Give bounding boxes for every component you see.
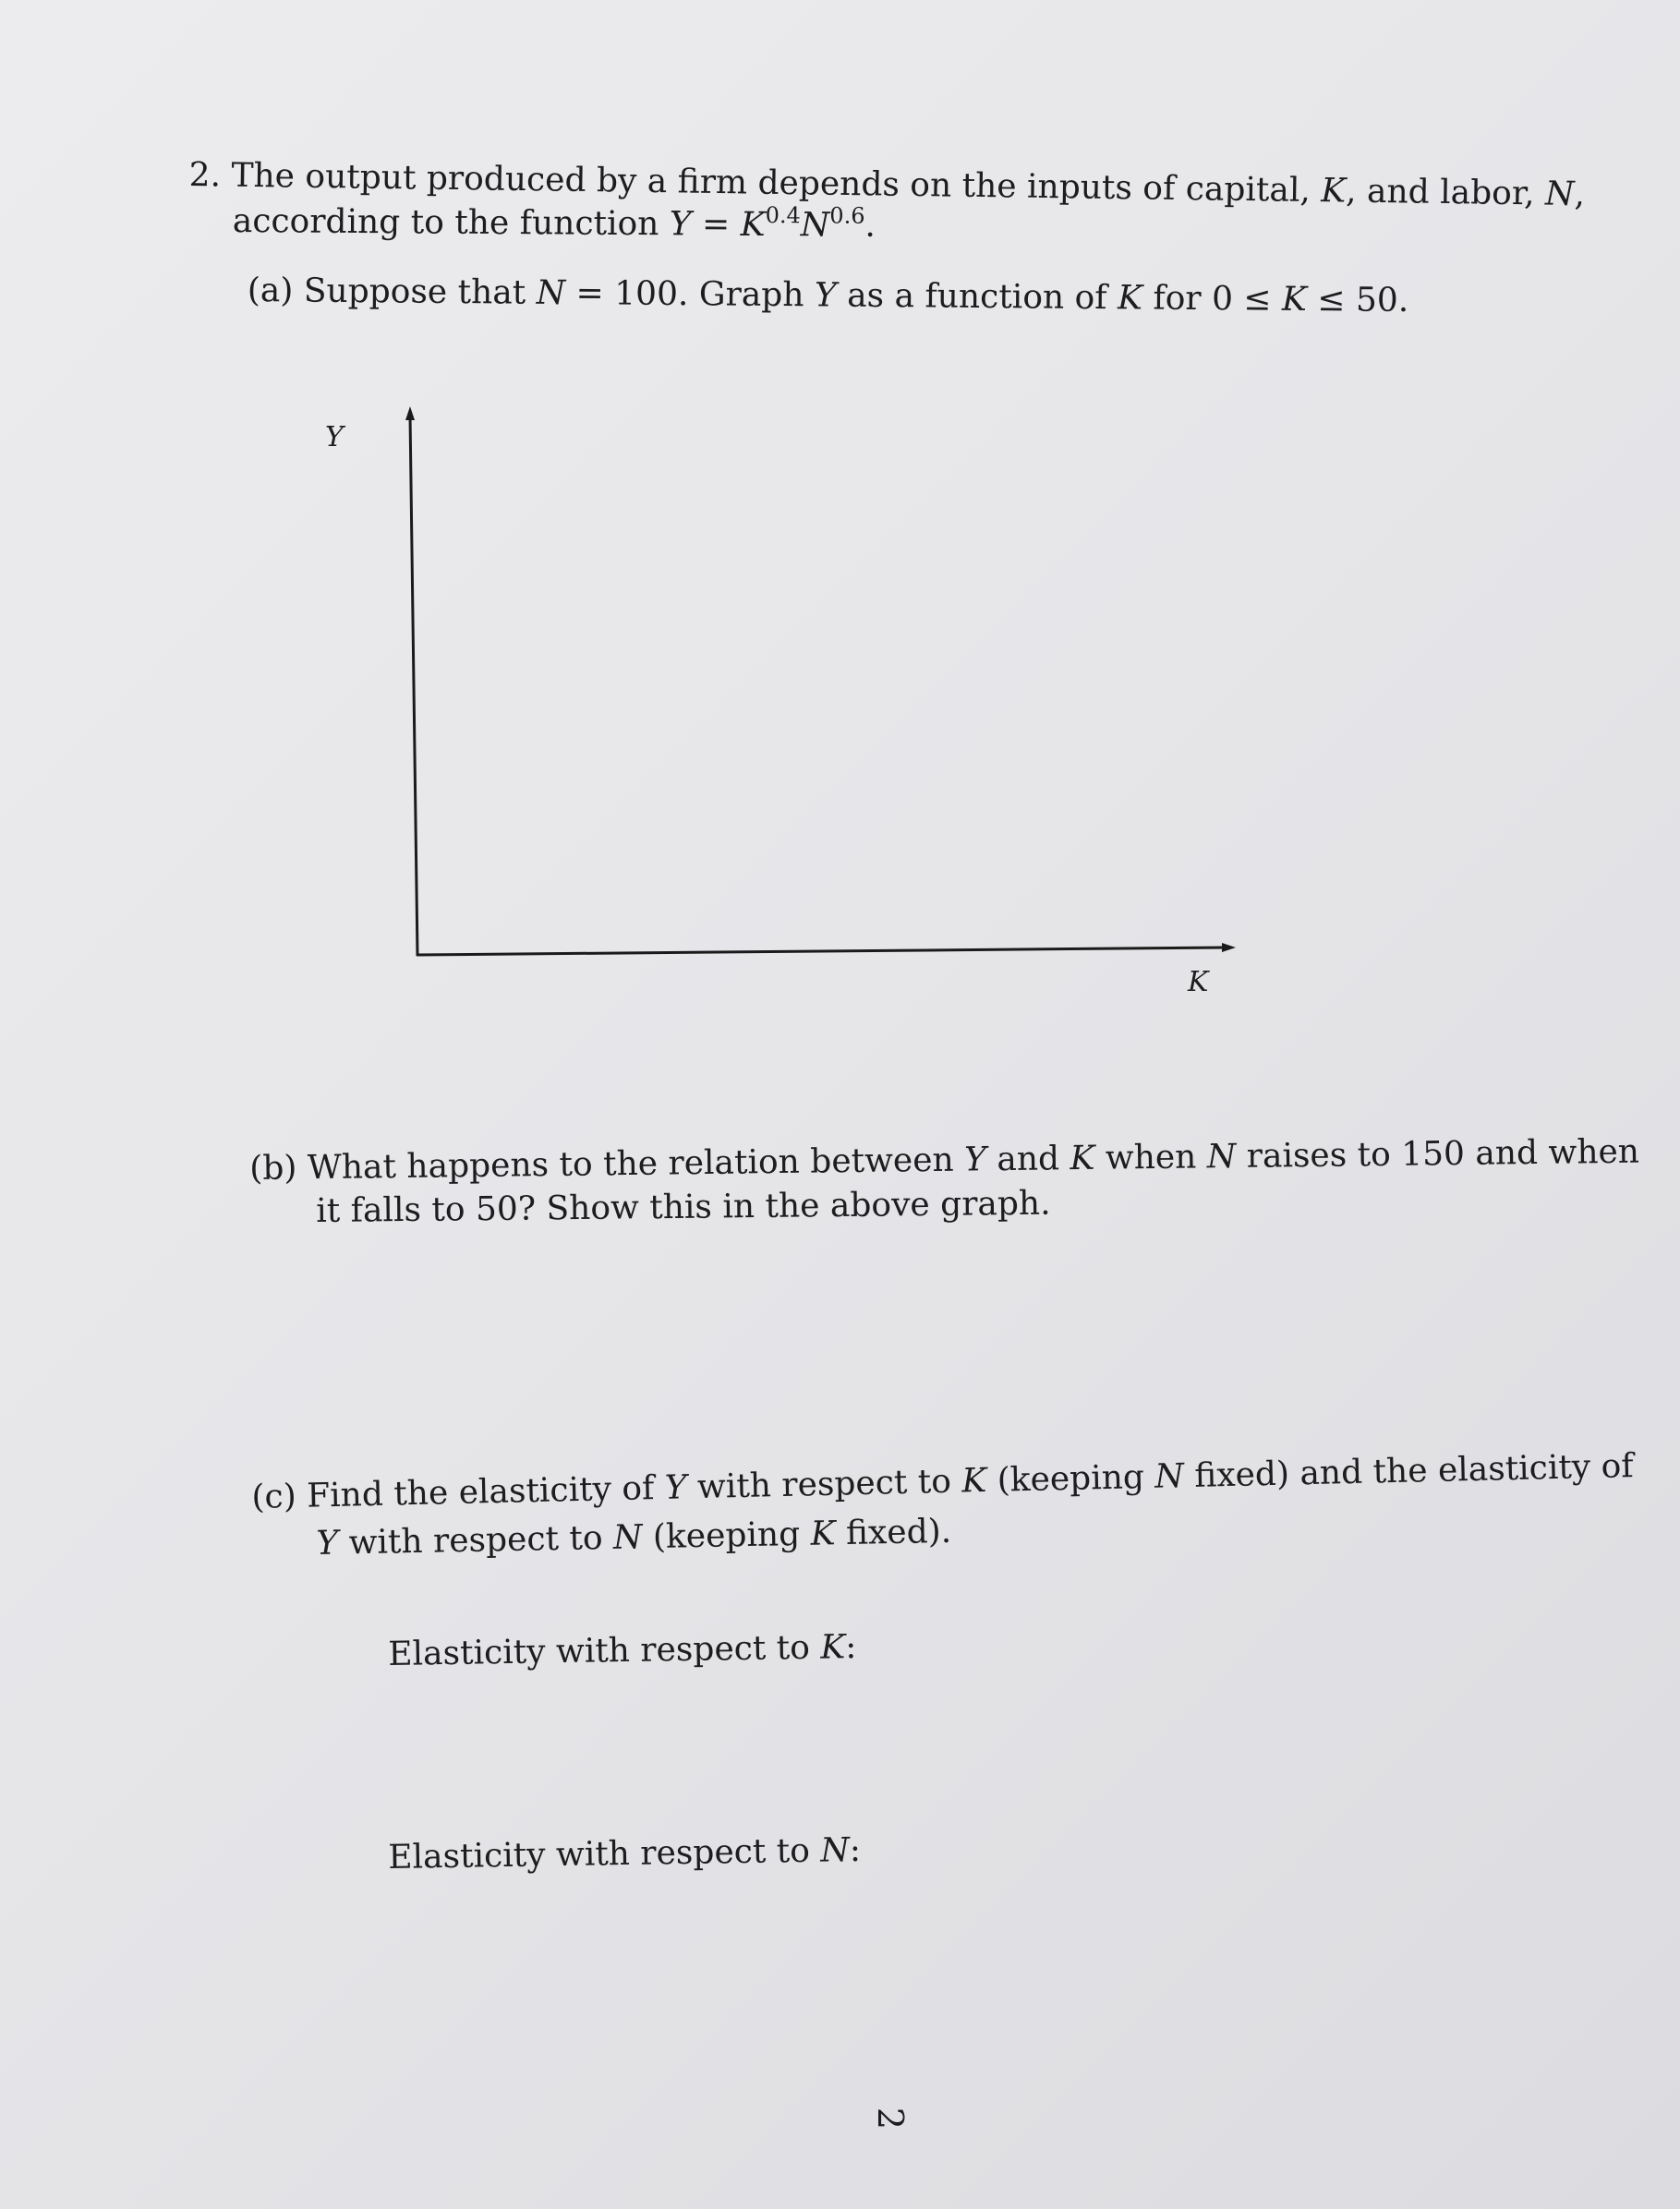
part-a-mid: as a function of bbox=[846, 276, 1107, 318]
elasticity-K-prompt[interactable] bbox=[388, 1627, 857, 1674]
part-c-line2-var-K: K bbox=[810, 1515, 836, 1553]
page-number: 2 bbox=[870, 2106, 912, 2131]
part-b-when: when bbox=[1105, 1138, 1197, 1177]
var-N: N bbox=[1544, 175, 1575, 213]
problem-intro-line-2 bbox=[233, 199, 876, 246]
part-c-var-Y: Y bbox=[664, 1468, 688, 1507]
part-a-range-var: K bbox=[1281, 280, 1308, 320]
function-end: . bbox=[864, 206, 876, 245]
part-c-var-N: N bbox=[1154, 1457, 1185, 1496]
part-a-line bbox=[248, 271, 1409, 320]
problem-intro-text: The output produced by a firm depends on the inputs of capital, bbox=[231, 156, 1311, 210]
function-base-K: K bbox=[740, 205, 766, 245]
elasticity-K-colon: : bbox=[844, 1628, 857, 1667]
part-c-line2-var-N: N bbox=[612, 1518, 643, 1557]
x-axis-arrow bbox=[1222, 943, 1236, 952]
part-c-line1-suffix: fixed) and the elasticity of bbox=[1193, 1447, 1635, 1495]
function-lhs: Y bbox=[669, 205, 692, 244]
part-b-line2: it falls to 50? Show this in the above graph. bbox=[316, 1184, 1051, 1230]
x-axis-label: K bbox=[1188, 966, 1209, 998]
elasticity-N-colon: : bbox=[849, 1830, 862, 1870]
part-c-line-2 bbox=[316, 1512, 952, 1563]
part-a-range-prefix: for 0 ≤ bbox=[1153, 279, 1272, 319]
part-b-label: (b) bbox=[249, 1149, 297, 1188]
part-a-label: (a) bbox=[247, 271, 294, 310]
function-base-N: N bbox=[800, 206, 830, 245]
part-a-var-K: K bbox=[1117, 279, 1143, 318]
elasticity-N-label: Elasticity with respect to bbox=[388, 1831, 811, 1877]
part-a-eq: = 100. Graph bbox=[575, 274, 804, 315]
part-b-line1-suffix: raises to 150 and when bbox=[1246, 1132, 1640, 1176]
elasticity-K-var: K bbox=[820, 1628, 846, 1667]
part-a-range-suffix: ≤ 50. bbox=[1317, 281, 1409, 320]
y-axis bbox=[410, 416, 417, 956]
part-c-paren-prefix: (keeping bbox=[997, 1458, 1145, 1500]
part-a-text-prefix: Suppose that bbox=[303, 272, 526, 312]
part-c-line1-prefix: Find the elasticity of bbox=[306, 1469, 655, 1515]
function-exp-K: 0.4 bbox=[765, 202, 801, 229]
part-c-line2-paren-prefix: (keeping bbox=[652, 1515, 801, 1556]
problem-number: 2. bbox=[188, 155, 222, 195]
part-c-label: (c) bbox=[251, 1477, 297, 1516]
elasticity-N-prompt[interactable] bbox=[388, 1830, 861, 1877]
function-eq: = bbox=[701, 205, 731, 244]
part-c-var-K: K bbox=[961, 1461, 987, 1501]
function-exp-N: 0.6 bbox=[829, 202, 865, 229]
problem-intro-text-2: according to the function bbox=[232, 201, 659, 244]
part-b-var-K: K bbox=[1070, 1139, 1095, 1178]
part-c-line2-mid: with respect to bbox=[348, 1519, 603, 1563]
part-c-line2-var-Y: Y bbox=[316, 1524, 339, 1563]
part-b-line-2 bbox=[316, 1184, 1051, 1232]
part-b-line1-prefix: What happens to the relation between bbox=[307, 1141, 954, 1188]
part-a-var-Y: Y bbox=[814, 276, 837, 315]
y-axis-arrow bbox=[405, 406, 415, 420]
x-axis bbox=[417, 948, 1225, 955]
elasticity-K-label: Elasticity with respect to bbox=[388, 1628, 811, 1673]
var-K: K bbox=[1320, 172, 1347, 211]
part-b-and: and bbox=[997, 1140, 1060, 1179]
part-c-line-1 bbox=[251, 1446, 1634, 1517]
elasticity-N-var: N bbox=[820, 1831, 851, 1870]
y-axis-label: Y bbox=[325, 421, 344, 453]
part-b-var-N: N bbox=[1206, 1137, 1237, 1177]
part-c-line1-mid: with respect to bbox=[696, 1462, 952, 1507]
part-b-line-1 bbox=[249, 1132, 1639, 1189]
part-c-line2-suffix: fixed). bbox=[845, 1512, 952, 1552]
problem-intro-text-end: , bbox=[1574, 175, 1586, 214]
part-a-var-N: N bbox=[536, 273, 566, 313]
problem-intro-text-mid: , and labor, bbox=[1345, 172, 1535, 213]
part-b-var-Y: Y bbox=[963, 1141, 987, 1179]
